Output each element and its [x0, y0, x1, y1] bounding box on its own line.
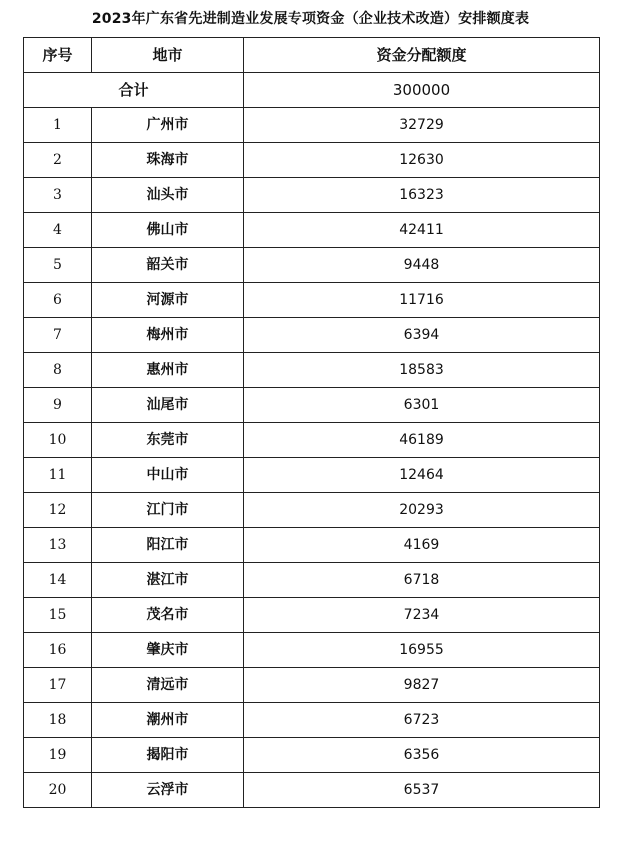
serial-number-cell: 8 — [24, 353, 92, 388]
table-row — [24, 353, 600, 388]
city-cell: 梅州市 — [92, 318, 244, 353]
allocation-table — [23, 37, 600, 808]
document-title: 2023年广东省先进制造业发展专项资金（企业技术改造）安排额度表 — [91, 11, 530, 27]
allocation-amount-cell: 18583 — [244, 353, 600, 388]
serial-number-cell: 10 — [24, 423, 92, 458]
header-serial-number: 序号 — [24, 38, 92, 73]
table-row — [24, 248, 600, 283]
city-cell: 茂名市 — [92, 598, 244, 633]
city-cell: 珠海市 — [92, 143, 244, 178]
allocation-amount-cell: 46189 — [244, 423, 600, 458]
allocation-amount-cell: 9448 — [244, 248, 600, 283]
allocation-amount-cell: 7234 — [244, 598, 600, 633]
city-cell: 云浮市 — [92, 773, 244, 808]
total-row — [24, 73, 600, 108]
serial-number-cell: 14 — [24, 563, 92, 598]
allocation-amount-cell: 12464 — [244, 458, 600, 493]
serial-number-cell: 4 — [24, 213, 92, 248]
table-row — [24, 318, 600, 353]
serial-number-cell: 17 — [24, 668, 92, 703]
serial-number-cell: 19 — [24, 738, 92, 773]
serial-number-cell: 3 — [24, 178, 92, 213]
serial-number-cell: 6 — [24, 283, 92, 318]
allocation-amount-cell: 32729 — [244, 108, 600, 143]
city-cell: 韶关市 — [92, 248, 244, 283]
table-row — [24, 143, 600, 178]
allocation-amount-cell: 6718 — [244, 563, 600, 598]
city-cell: 河源市 — [92, 283, 244, 318]
city-cell: 湛江市 — [92, 563, 244, 598]
table-row — [24, 458, 600, 493]
allocation-amount-cell: 16323 — [244, 178, 600, 213]
table-row — [24, 108, 600, 143]
allocation-amount-cell: 6723 — [244, 703, 600, 738]
serial-number-cell: 13 — [24, 528, 92, 563]
city-cell: 惠州市 — [92, 353, 244, 388]
serial-number-cell: 15 — [24, 598, 92, 633]
city-cell: 东莞市 — [92, 423, 244, 458]
table-row — [24, 213, 600, 248]
serial-number-cell: 20 — [24, 773, 92, 808]
serial-number-cell: 16 — [24, 633, 92, 668]
table-row — [24, 423, 600, 458]
serial-number-cell: 7 — [24, 318, 92, 353]
city-cell: 江门市 — [92, 493, 244, 528]
table-row — [24, 773, 600, 808]
city-cell: 潮州市 — [92, 703, 244, 738]
table-row — [24, 738, 600, 773]
allocation-amount-cell: 6394 — [244, 318, 600, 353]
table-row — [24, 703, 600, 738]
table-header-row — [24, 38, 600, 73]
allocation-amount-cell: 4169 — [244, 528, 600, 563]
city-cell: 阳江市 — [92, 528, 244, 563]
city-cell: 汕头市 — [92, 178, 244, 213]
table-row — [24, 668, 600, 703]
header-allocation-amount: 资金分配额度 — [244, 38, 600, 73]
table-row — [24, 388, 600, 423]
table-row — [24, 563, 600, 598]
serial-number-cell: 5 — [24, 248, 92, 283]
total-label: 合计 — [24, 73, 244, 108]
table-row — [24, 598, 600, 633]
serial-number-cell: 11 — [24, 458, 92, 493]
allocation-amount-cell: 16955 — [244, 633, 600, 668]
serial-number-cell: 12 — [24, 493, 92, 528]
city-cell: 清远市 — [92, 668, 244, 703]
table-row — [24, 633, 600, 668]
allocation-amount-cell: 11716 — [244, 283, 600, 318]
allocation-amount-cell: 6537 — [244, 773, 600, 808]
allocation-amount-cell: 20293 — [244, 493, 600, 528]
table-row — [24, 178, 600, 213]
table-row — [24, 283, 600, 318]
allocation-amount-cell: 6356 — [244, 738, 600, 773]
serial-number-cell: 18 — [24, 703, 92, 738]
city-cell: 广州市 — [92, 108, 244, 143]
allocation-amount-cell: 12630 — [244, 143, 600, 178]
allocation-amount-cell: 9827 — [244, 668, 600, 703]
city-cell: 佛山市 — [92, 213, 244, 248]
table-row — [24, 528, 600, 563]
city-cell: 汕尾市 — [92, 388, 244, 423]
allocation-amount-cell: 6301 — [244, 388, 600, 423]
city-cell: 揭阳市 — [92, 738, 244, 773]
header-city: 地市 — [92, 38, 244, 73]
serial-number-cell: 9 — [24, 388, 92, 423]
allocation-amount-cell: 42411 — [244, 213, 600, 248]
city-cell: 肇庆市 — [92, 633, 244, 668]
city-cell: 中山市 — [92, 458, 244, 493]
total-amount: 300000 — [244, 73, 600, 108]
serial-number-cell: 2 — [24, 143, 92, 178]
table-row — [24, 493, 600, 528]
serial-number-cell: 1 — [24, 108, 92, 143]
